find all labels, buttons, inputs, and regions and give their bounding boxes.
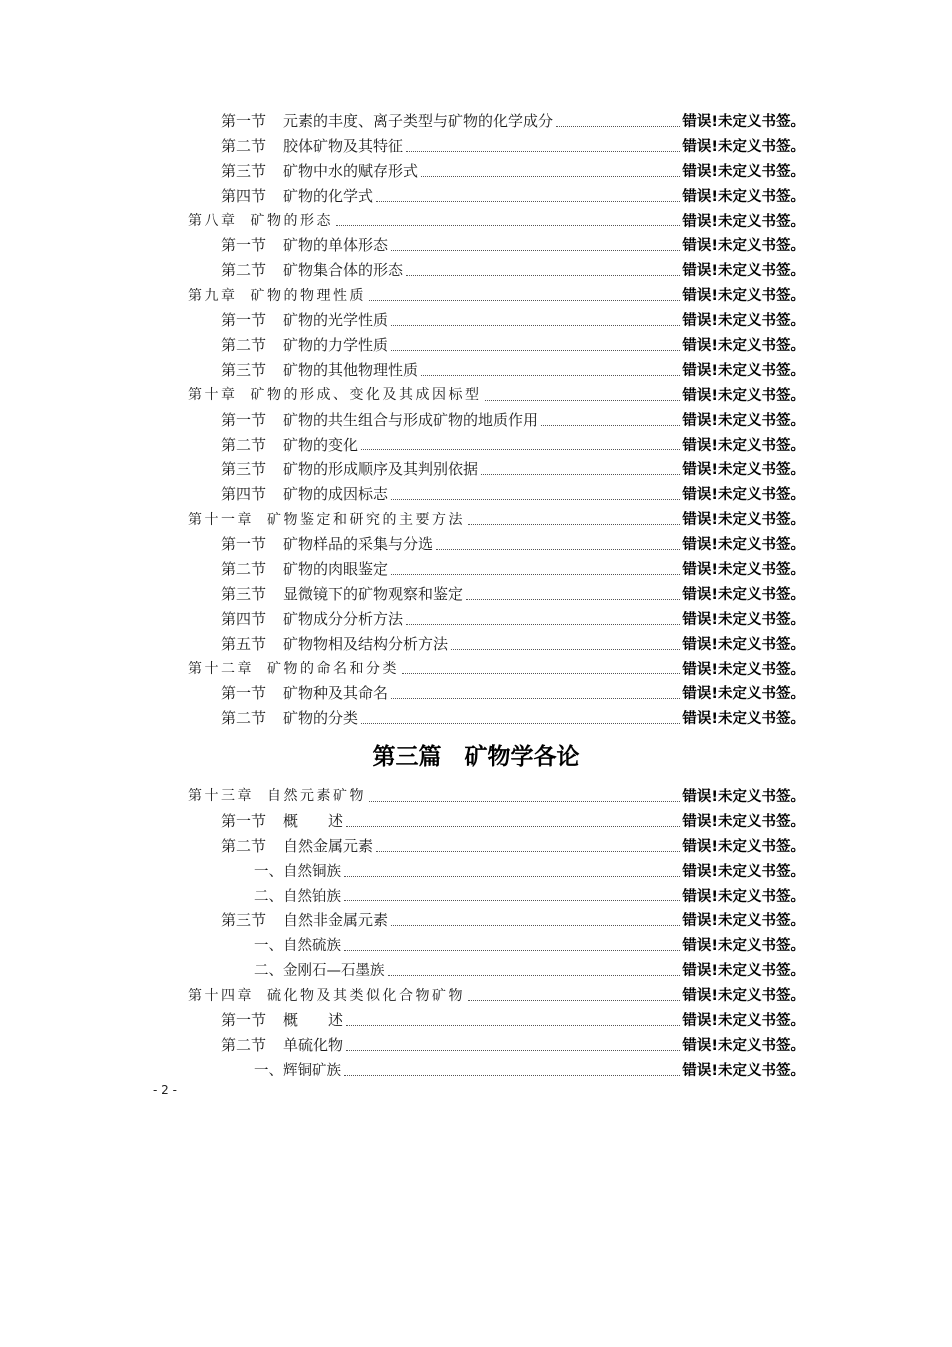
toc-entry-title bbox=[221, 110, 553, 131]
toc-entry-title-text: 矿物的命名和分类 bbox=[267, 661, 399, 678]
toc-entry-number: 第一节 bbox=[221, 684, 267, 703]
toc-entry-section[interactable] bbox=[188, 108, 805, 133]
toc-entry-title-text: 矿物的光学性质 bbox=[283, 311, 389, 330]
toc-entry-title bbox=[221, 458, 478, 479]
toc-entry-page-ref: 错误!未定义书签。 bbox=[682, 138, 805, 155]
toc-entry-number: 第九章 bbox=[188, 287, 238, 304]
dot-leader bbox=[361, 448, 680, 450]
dot-leader bbox=[406, 274, 680, 276]
toc-entry-number: 第三节 bbox=[221, 584, 267, 603]
toc-entry-title-text: 单硫化物 bbox=[283, 1035, 344, 1054]
toc-entry-title-text: 一、自然铜族 bbox=[254, 863, 341, 880]
toc-entry-page-ref: 错误!未定义书签。 bbox=[682, 387, 805, 404]
dot-leader bbox=[376, 200, 680, 202]
toc-entry-section[interactable] bbox=[188, 158, 805, 183]
toc-entry-title-text: 概 述 bbox=[283, 1010, 344, 1029]
toc-entry-title-text: 矿物的变化 bbox=[283, 435, 359, 454]
toc-entry-number: 第一节 bbox=[221, 811, 267, 830]
toc-entry-title bbox=[221, 533, 433, 554]
toc-entry-title-text: 矿物的共生组合与形成矿物的地质作用 bbox=[283, 410, 539, 429]
toc-entry-page-ref: 错误!未定义书签。 bbox=[682, 1062, 805, 1079]
toc-entry-page-ref: 错误!未定义书签。 bbox=[682, 838, 805, 855]
toc-entry-title-text: 矿物的单体形态 bbox=[283, 236, 389, 255]
toc-entry-title-text: 矿物的物理性质 bbox=[250, 287, 366, 304]
toc-entry-number: 第一节 bbox=[221, 410, 267, 429]
dot-leader bbox=[344, 1074, 680, 1076]
toc-entry-number: 第二节 bbox=[221, 136, 267, 155]
toc-entry-page-ref: 错误!未定义书签。 bbox=[682, 586, 805, 603]
dot-leader bbox=[391, 249, 680, 251]
toc-entry-page-ref: 错误!未定义书签。 bbox=[682, 888, 805, 905]
toc-entry-section[interactable] bbox=[188, 1032, 805, 1057]
toc-entry-number: 第三节 bbox=[221, 460, 267, 479]
dot-leader bbox=[468, 523, 680, 525]
toc-entry-section[interactable] bbox=[188, 332, 805, 357]
toc-entry-title-text: 矿物物相及结构分析方法 bbox=[283, 634, 449, 653]
toc-entry-subsection[interactable] bbox=[188, 932, 805, 957]
toc-entry-subsection[interactable] bbox=[188, 858, 805, 883]
dot-leader bbox=[391, 924, 680, 926]
dot-leader bbox=[391, 324, 680, 326]
dot-leader bbox=[369, 800, 680, 802]
toc-entry-title-text: 矿物的形成、变化及其成因标型 bbox=[250, 387, 482, 404]
toc-entry-section[interactable] bbox=[188, 407, 805, 432]
dot-leader bbox=[466, 598, 680, 600]
toc-entry-page-ref: 错误!未定义书签。 bbox=[682, 213, 805, 230]
toc-entry-section[interactable] bbox=[188, 357, 805, 382]
dot-leader bbox=[336, 224, 680, 226]
toc-entry-title bbox=[221, 707, 358, 728]
toc-entry-title-text: 自然非金属元素 bbox=[283, 911, 389, 930]
toc-entry-title-text: 矿物的力学性质 bbox=[283, 335, 389, 354]
toc-entry-number: 第一节 bbox=[221, 236, 267, 255]
toc-entry-title-text: 一、自然硫族 bbox=[254, 938, 341, 955]
toc-entry-number: 第一节 bbox=[221, 111, 267, 130]
toc-entry-title bbox=[221, 810, 343, 831]
toc-entry-section[interactable] bbox=[188, 307, 805, 332]
toc-entry-title bbox=[221, 583, 463, 604]
toc-entry-subsection[interactable] bbox=[188, 957, 805, 982]
dot-leader bbox=[391, 573, 680, 575]
dot-leader bbox=[481, 473, 680, 475]
toc-entry-title-text: 二、金刚石—石墨族 bbox=[254, 963, 385, 980]
toc-entry-title bbox=[221, 909, 388, 930]
toc-entry-number: 第三节 bbox=[221, 360, 267, 379]
toc-entry-number: 第二节 bbox=[221, 836, 267, 855]
toc-entry-title bbox=[188, 985, 465, 1005]
toc-entry-title-text: 显微镜下的矿物观察和鉴定 bbox=[283, 584, 464, 603]
toc-entry-number: 第三节 bbox=[221, 911, 267, 930]
toc-entry-page-ref: 错误!未定义书签。 bbox=[682, 1012, 805, 1029]
toc-entry-page-ref: 错误!未定义书签。 bbox=[682, 611, 805, 628]
toc-entry-section[interactable] bbox=[188, 133, 805, 158]
toc-entry-title bbox=[221, 135, 403, 156]
toc-entry-chapter[interactable] bbox=[188, 656, 805, 681]
toc-entry-page-ref: 错误!未定义书签。 bbox=[682, 487, 805, 504]
dot-leader bbox=[406, 623, 680, 625]
toc-entry-page-ref: 错误!未定义书签。 bbox=[682, 686, 805, 703]
dot-leader bbox=[361, 722, 680, 724]
toc-entry-number: 第二节 bbox=[221, 709, 267, 728]
toc-entry-number: 第十章 bbox=[188, 387, 238, 404]
toc-entry-number: 第十一章 bbox=[188, 511, 254, 528]
toc-entry-title-text: 胶体矿物及其特征 bbox=[283, 136, 404, 155]
toc-entry-number: 第八章 bbox=[188, 213, 238, 229]
toc-entry-title-text: 二、自然铂族 bbox=[254, 888, 341, 905]
toc-entry-number: 第一节 bbox=[221, 535, 267, 554]
toc-entry-number: 第二节 bbox=[221, 435, 267, 454]
part-heading-title: 矿物学各论 bbox=[464, 744, 580, 770]
toc-entry-chapter[interactable] bbox=[188, 282, 805, 307]
toc-entry-title-text: 矿物的形成顺序及其判别依据 bbox=[283, 460, 479, 479]
toc-entry-section[interactable] bbox=[188, 833, 805, 858]
toc-entry-number: 第二节 bbox=[221, 261, 267, 280]
toc-list-after-part bbox=[188, 783, 805, 1082]
toc-entry-number: 第五节 bbox=[221, 634, 267, 653]
dot-leader bbox=[346, 825, 680, 827]
toc-entry-page-ref: 错误!未定义书签。 bbox=[682, 788, 805, 805]
dot-leader bbox=[391, 697, 680, 699]
dot-leader bbox=[376, 850, 680, 852]
toc-entry-number: 第一节 bbox=[221, 311, 267, 330]
dot-leader bbox=[541, 424, 680, 426]
toc-entry-chapter[interactable] bbox=[188, 506, 805, 531]
toc-entry-title bbox=[221, 434, 358, 455]
toc-entry-title-text: 矿物鉴定和研究的主要方法 bbox=[267, 511, 465, 528]
dot-leader bbox=[369, 299, 680, 301]
toc-entry-number: 第十二章 bbox=[188, 661, 254, 678]
toc-entry-title bbox=[221, 309, 388, 330]
toc-entry-page-ref: 错误!未定义书签。 bbox=[682, 963, 805, 980]
toc-entry-section[interactable] bbox=[188, 481, 805, 506]
toc-entry-title bbox=[221, 558, 388, 579]
toc-entry-title bbox=[188, 658, 399, 678]
dot-leader bbox=[451, 648, 680, 650]
toc-entry-title-text: 矿物成分分析方法 bbox=[283, 609, 404, 628]
toc-entry-number: 第四节 bbox=[221, 485, 267, 504]
dot-leader bbox=[388, 974, 681, 976]
toc-entry-title bbox=[221, 234, 388, 255]
toc-entry-title-text: 矿物的成因标志 bbox=[283, 485, 389, 504]
dot-leader bbox=[391, 349, 680, 351]
toc-entry-section[interactable] bbox=[188, 808, 805, 833]
toc-entry-number: 第十三章 bbox=[188, 788, 254, 805]
toc-entry-title-text: 矿物的分类 bbox=[283, 709, 359, 728]
toc-entry-title bbox=[254, 959, 385, 980]
toc-entry-number: 第二节 bbox=[221, 559, 267, 578]
toc-entry-chapter[interactable] bbox=[188, 982, 805, 1007]
toc-entry-title bbox=[221, 259, 403, 280]
toc-entry-section[interactable] bbox=[188, 705, 805, 730]
toc-entry-number: 第二节 bbox=[221, 335, 267, 354]
toc-entry-title bbox=[221, 633, 448, 654]
toc-entry-subsection[interactable] bbox=[188, 1057, 805, 1082]
toc-entry-title bbox=[221, 409, 538, 430]
toc-entry-section[interactable] bbox=[188, 631, 805, 656]
toc-entry-title bbox=[221, 1009, 343, 1030]
toc-entry-title-text: 自然金属元素 bbox=[283, 836, 374, 855]
toc-entry-title bbox=[221, 682, 388, 703]
dot-leader bbox=[344, 899, 680, 901]
toc-entry-page-ref: 错误!未定义书签。 bbox=[682, 863, 805, 880]
toc-entry-title-text: 元素的丰度、离子类型与矿物的化学成分 bbox=[283, 111, 554, 130]
toc-entry-page-ref: 错误!未定义书签。 bbox=[682, 813, 805, 830]
toc-entry-section[interactable] bbox=[188, 183, 805, 208]
toc-entry-number: 第二节 bbox=[221, 1035, 267, 1054]
dot-leader bbox=[436, 548, 680, 550]
toc-entry-page-ref: 错误!未定义书签。 bbox=[682, 711, 805, 728]
toc-entry-title bbox=[254, 1059, 341, 1080]
toc-entry-title-text: 概 述 bbox=[283, 811, 344, 830]
toc-entry-title-text: 矿物的其他物理性质 bbox=[283, 360, 419, 379]
toc-entry-section[interactable] bbox=[188, 456, 805, 481]
toc-entry-title-text: 矿物的肉眼鉴定 bbox=[283, 559, 389, 578]
toc-entry-page-ref: 错误!未定义书签。 bbox=[682, 938, 805, 955]
dot-leader bbox=[346, 1049, 680, 1051]
toc-entry-title-text: 一、辉铜矿族 bbox=[254, 1062, 341, 1079]
toc-entry-page-ref: 错误!未定义书签。 bbox=[682, 337, 805, 354]
toc-entry-page-ref: 错误!未定义书签。 bbox=[682, 113, 805, 130]
dot-leader bbox=[421, 175, 680, 177]
dot-leader bbox=[402, 672, 680, 674]
toc-entry-chapter[interactable] bbox=[188, 783, 805, 808]
toc-entry-title-text: 矿物集合体的形态 bbox=[283, 261, 404, 280]
toc-entry-title bbox=[254, 934, 341, 955]
toc-entry-title-text: 矿物的化学式 bbox=[283, 186, 374, 205]
toc-entry-number: 第三节 bbox=[221, 161, 267, 180]
toc-entry-number: 第十四章 bbox=[188, 987, 254, 1004]
toc-entry-page-ref: 错误!未定义书签。 bbox=[682, 188, 805, 205]
toc-entry-page-ref: 错误!未定义书签。 bbox=[682, 661, 805, 678]
toc-entry-title bbox=[221, 483, 388, 504]
toc-entry-number: 第四节 bbox=[221, 609, 267, 628]
toc-entry-page-ref: 错误!未定义书签。 bbox=[682, 1037, 805, 1054]
dot-leader bbox=[344, 875, 680, 877]
toc-entry-page-ref: 错误!未定义书签。 bbox=[682, 512, 805, 529]
toc-entry-title bbox=[221, 835, 373, 856]
toc-entry-page-ref: 错误!未定义书签。 bbox=[682, 263, 805, 280]
toc-entry-title-text: 矿物样品的采集与分选 bbox=[283, 535, 434, 554]
toc-entry-page-ref: 错误!未定义书签。 bbox=[682, 462, 805, 479]
toc-entry-title bbox=[221, 160, 418, 181]
toc-entry-page-ref: 错误!未定义书签。 bbox=[682, 238, 805, 255]
toc-entry-chapter[interactable] bbox=[188, 382, 805, 407]
toc-entry-page-ref: 错误!未定义书签。 bbox=[682, 537, 805, 554]
toc-list-before-part bbox=[188, 108, 805, 730]
toc-entry-section[interactable] bbox=[188, 907, 805, 932]
toc-entry-section[interactable] bbox=[188, 432, 805, 457]
toc-entry-section[interactable] bbox=[188, 232, 805, 257]
toc-entry-title-text: 矿物中水的赋存形式 bbox=[283, 161, 419, 180]
toc-entry-title bbox=[221, 334, 388, 355]
toc-entry-page-ref: 错误!未定义书签。 bbox=[682, 561, 805, 578]
toc-entry-chapter[interactable] bbox=[188, 208, 805, 233]
toc-entry-title bbox=[188, 210, 333, 230]
toc-entry-number: 第一节 bbox=[221, 1010, 267, 1029]
toc-entry-title bbox=[221, 608, 403, 629]
part-heading bbox=[0, 738, 952, 771]
toc-entry-title bbox=[254, 885, 341, 906]
toc-entry-section[interactable] bbox=[188, 1007, 805, 1032]
toc-entry-page-ref: 错误!未定义书签。 bbox=[682, 313, 805, 330]
dot-leader bbox=[346, 1024, 680, 1026]
page-number: - 2 - bbox=[153, 1083, 177, 1097]
toc-entry-page-ref: 错误!未定义书签。 bbox=[682, 163, 805, 180]
toc-entry-title bbox=[188, 509, 465, 529]
dot-leader bbox=[391, 498, 680, 500]
dot-leader bbox=[406, 150, 680, 152]
toc-entry-section[interactable] bbox=[188, 581, 805, 606]
toc-entry-title bbox=[254, 860, 341, 881]
dot-leader bbox=[421, 374, 680, 376]
toc-entry-number: 第四节 bbox=[221, 186, 267, 205]
toc-entry-section[interactable] bbox=[188, 680, 805, 705]
toc-entry-title bbox=[221, 185, 373, 206]
toc-entry-page-ref: 错误!未定义书签。 bbox=[682, 437, 805, 454]
toc-entry-title bbox=[221, 1034, 343, 1055]
toc-entry-page-ref: 错误!未定义书签。 bbox=[682, 412, 805, 429]
toc-entry-page-ref: 错误!未定义书签。 bbox=[682, 288, 805, 305]
toc-entry-page-ref: 错误!未定义书签。 bbox=[682, 913, 805, 930]
toc-entry-section[interactable] bbox=[188, 606, 805, 631]
toc-entry-section[interactable] bbox=[188, 556, 805, 581]
toc-entry-subsection[interactable] bbox=[188, 883, 805, 908]
toc-entry-title-text: 矿物的形态 bbox=[250, 213, 333, 229]
toc-entry-section[interactable] bbox=[188, 531, 805, 556]
toc-entry-page-ref: 错误!未定义书签。 bbox=[682, 362, 805, 379]
toc-entry-title-text: 自然元素矿物 bbox=[267, 788, 366, 805]
toc-entry-title-text: 矿物种及其命名 bbox=[283, 684, 389, 703]
toc-entry-section[interactable] bbox=[188, 257, 805, 282]
toc-entry-title-text: 硫化物及其类似化合物矿物 bbox=[267, 987, 465, 1004]
dot-leader bbox=[556, 125, 680, 127]
toc-entry-title bbox=[188, 285, 366, 305]
dot-leader bbox=[485, 399, 681, 401]
dot-leader bbox=[344, 949, 680, 951]
toc-entry-title bbox=[221, 359, 418, 380]
toc-entry-title bbox=[188, 785, 366, 805]
part-heading-number: 第三篇 bbox=[372, 744, 442, 770]
toc-entry-page-ref: 错误!未定义书签。 bbox=[682, 988, 805, 1005]
toc-entry-page-ref: 错误!未定义书签。 bbox=[682, 636, 805, 653]
dot-leader bbox=[468, 999, 680, 1001]
toc-entry-title bbox=[188, 384, 482, 404]
